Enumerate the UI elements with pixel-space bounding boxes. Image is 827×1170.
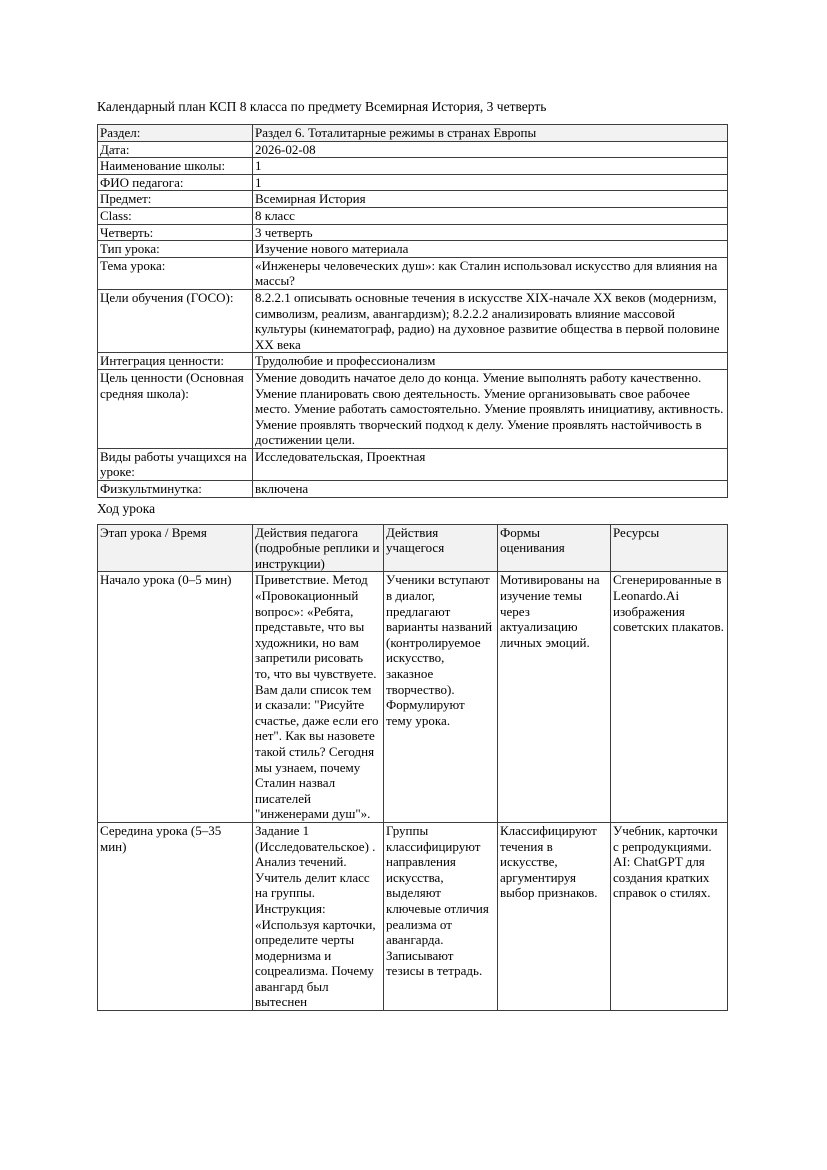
info-row-lesson-topic	[98, 257, 728, 289]
lesson-table-header-row	[98, 524, 728, 572]
header-student-actions: Действия учащегося	[384, 524, 498, 572]
resources-cell: Сгенерированные в Leonardo.Ai изображения советских плакатов.	[611, 572, 728, 823]
info-value-cell: 8.2.2.1 описывать основные течения в искусстве XIX-начале XX веков (модернизм, символизм, реализм, авангардизм); 8.2.2.2 анализировать влияние массовой культуры (кинематограф, радио) на духовное развитие общества в первой половине XX века	[253, 289, 728, 352]
info-value-cell: Раздел 6. Тоталитарные режимы в странах Европы	[253, 125, 728, 142]
info-label-cell: Четверть:	[98, 224, 253, 241]
info-row-class	[98, 207, 728, 224]
info-row-phys-minute	[98, 481, 728, 498]
info-row-school	[98, 158, 728, 175]
lesson-info-table	[97, 124, 728, 498]
info-row-goals	[98, 289, 728, 352]
info-value-cell: 1	[253, 158, 728, 175]
info-value-cell: Умение доводить начатое дело до конца. Умение выполнять работу качественно. Умение планировать свою деятельность. Умение организовывать свое рабочее место. Умение работать самостоятельно. Умение проявлять инициативу, активность. Умение проявлять творческий подход к делу. Умение проявлять настойчивость в достижении цели.	[253, 369, 728, 448]
info-label-cell: ФИО педагога:	[98, 174, 253, 191]
info-label-cell: Тема урока:	[98, 257, 253, 289]
info-label-cell: Интеграция ценности:	[98, 353, 253, 370]
info-row-date	[98, 141, 728, 158]
info-row-quarter	[98, 224, 728, 241]
info-label-cell: Цель ценности (Основная средняя школа):	[98, 369, 253, 448]
resources-cell: Учебник, карточки с репродукциями. AI: ChatGPT для создания кратких справок о стилях.	[611, 822, 728, 1010]
info-value-cell: «Инженеры человеческих душ»: как Сталин использовал искусство для влияния на массы?	[253, 257, 728, 289]
info-value-cell: включена	[253, 481, 728, 498]
lesson-row-middle	[98, 822, 728, 1010]
header-assessment: Формы оценивания	[498, 524, 611, 572]
info-row-values-goal	[98, 369, 728, 448]
info-value-cell: Изучение нового материала	[253, 241, 728, 258]
info-value-cell: 1	[253, 174, 728, 191]
info-label-cell: Дата:	[98, 141, 253, 158]
info-row-teacher-name	[98, 174, 728, 191]
info-row-subject	[98, 191, 728, 208]
header-stage: Этап урока / Время	[98, 524, 253, 572]
lesson-row-start	[98, 572, 728, 823]
stage-cell: Середина урока (5–35 мин)	[98, 822, 253, 1010]
info-value-cell: Всемирная История	[253, 191, 728, 208]
student-actions-cell: Ученики вступают в диалог, предлагают варианты названий (контролируемое искусство, заказное творчество). Формулируют тему урока.	[384, 572, 498, 823]
info-label-cell: Наименование школы:	[98, 158, 253, 175]
info-row-lesson-type	[98, 241, 728, 258]
lesson-flow-table	[97, 524, 728, 1011]
header-teacher-actions: Действия педагога (подробные реплики и инструкции)	[253, 524, 384, 572]
info-value-cell: 3 четверть	[253, 224, 728, 241]
info-row-work-types	[98, 448, 728, 480]
info-row-values-integration	[98, 353, 728, 370]
header-resources: Ресурсы	[611, 524, 728, 572]
stage-cell: Начало урока (0–5 мин)	[98, 572, 253, 823]
info-label-cell: Физкультминутка:	[98, 481, 253, 498]
info-value-cell: 8 класс	[253, 207, 728, 224]
info-value-cell: Трудолюбие и профессионализм	[253, 353, 728, 370]
teacher-actions-cell: Задание 1 (Исследовательское) . Анализ течений. Учитель делит класс на группы. Инструкция: «Используя карточки, определите черты модернизма и соцреализма. Почему авангард был вытеснен	[253, 822, 384, 1010]
info-value-cell: Исследовательская, Проектная	[253, 448, 728, 480]
info-label-cell: Цели обучения (ГОСО):	[98, 289, 253, 352]
info-label-cell: Виды работы учащихся на уроке:	[98, 448, 253, 480]
info-label-cell: Class:	[98, 207, 253, 224]
info-label-cell: Предмет:	[98, 191, 253, 208]
info-row-razdel	[98, 125, 728, 142]
info-value-cell: 2026-02-08	[253, 141, 728, 158]
document-title: Календарный план КСП 8 класса по предмету Всемирная История, 3 четверть	[97, 99, 547, 114]
assessment-cell: Мотивированы на изучение темы через актуализацию личных эмоций.	[498, 572, 611, 823]
info-label-cell: Раздел:	[98, 125, 253, 142]
teacher-actions-cell: Приветствие. Метод «Провокационный вопрос»: «Ребята, представьте, что вы художники, но вам запретили рисовать то, что вы чувствуете. Вам дали список тем и сказали: "Рисуйте счастье, даже если его нет". Как вы назовете такой стиль? Сегодня мы узнаем, почему Сталин назвал писателей "инженерами душ"».	[253, 572, 384, 823]
student-actions-cell: Группы классифицируют направления искусства, выделяют ключевые отличия реализма от авангарда. Записывают тезисы в тетрадь.	[384, 822, 498, 1010]
info-label-cell: Тип урока:	[98, 241, 253, 258]
section-heading: Ход урока	[97, 500, 156, 516]
assessment-cell: Классифицируют течения в искусстве, аргументируя выбор признаков.	[498, 822, 611, 1010]
